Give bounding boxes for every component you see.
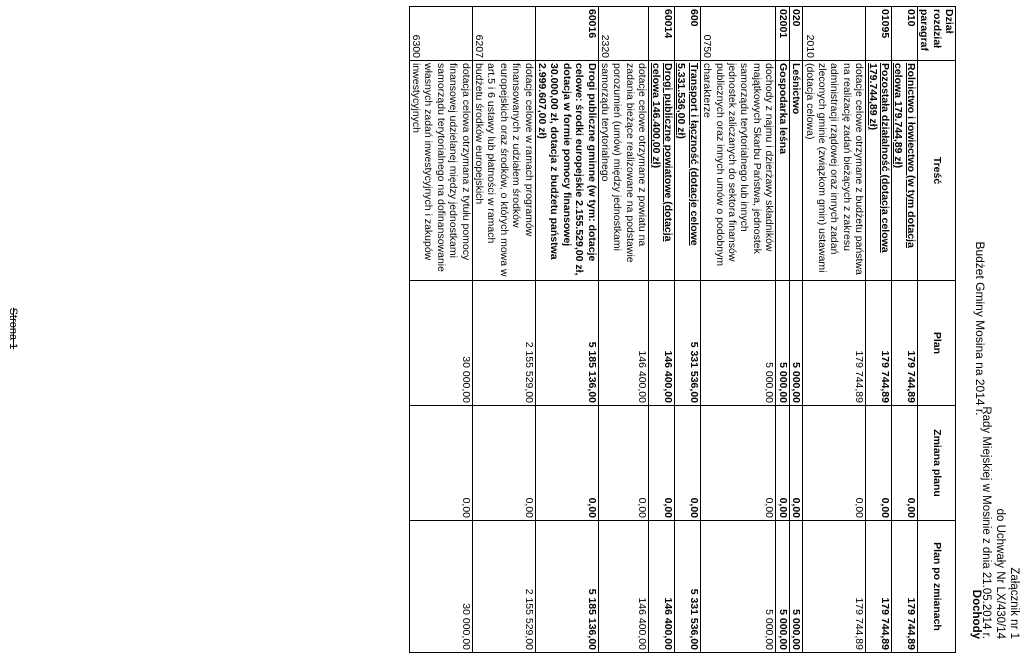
col-header-po-zmianach: Plan po zmianach — [917, 521, 955, 653]
table-row — [700, 7, 775, 653]
row-change: 0,00 — [789, 406, 802, 521]
row-plan-after: 146 400,00 — [649, 521, 675, 653]
row-text: Pozostała działalność (dotacja celowa 179.744,89 zł) — [866, 61, 892, 281]
row-plan-after: 5 185 136,00 — [535, 521, 598, 653]
row-code: 60014 — [649, 7, 675, 61]
row-text: dotacja celowa otrzymana z tytułu pomocy finansowej udzielanej między jednostkami samorządu terytorialnego na dofinansowanie własnych zadań inwestycyjnych i zakupów inwestycyjnych — [409, 61, 472, 281]
row-plan-after: 5 000,00 — [776, 521, 789, 653]
row-code: 2010 — [803, 7, 866, 61]
row-plan-after: 5 000,00 — [789, 521, 802, 653]
table-row — [866, 7, 892, 653]
row-code: 020 — [789, 7, 802, 61]
row-change: 0,00 — [803, 406, 866, 521]
row-code: 02001 — [776, 7, 789, 61]
row-text: dochody z najmu i dzierżawy składników majątkowych Skarbu Państwa, jednostek samorządu terytorialnego lub innych jednostek zaliczanych do sektora finansów publicznych oraz innych umów o podobnym charakterze — [700, 61, 775, 281]
table-row — [598, 7, 649, 653]
row-plan-after: 179 744,89 — [866, 521, 892, 653]
row-change: 0,00 — [409, 406, 472, 521]
col-header-zmiana: Zmiana planu — [917, 406, 955, 521]
row-code: 2320 — [598, 7, 649, 61]
table-row — [675, 7, 701, 653]
row-code: 6207 — [472, 7, 535, 61]
page-title: Budżet Gminy Mosina na 2014 r. — [973, 241, 987, 416]
row-plan: 5 000,00 — [789, 281, 802, 406]
row-text: Gospodarka leśna — [776, 61, 789, 281]
table-row — [535, 7, 598, 653]
row-change: 0,00 — [472, 406, 535, 521]
row-plan-after: 179 744,89 — [891, 521, 917, 653]
row-plan-after: 146 400,00 — [598, 521, 649, 653]
page-footer: Strona 1 — [7, 307, 19, 350]
row-text: dotacje celowe w ramach programów finansowanych z udziałem środków europejskich oraz środków, o których mowa w art.5 i 6 ustawy lub płatności w ramach budżetu środków europejskich — [472, 61, 535, 281]
table-row — [472, 7, 535, 653]
section-label: Dochody — [970, 589, 982, 639]
row-change: 0,00 — [535, 406, 598, 521]
row-change: 0,00 — [866, 406, 892, 521]
row-code: 600 — [675, 7, 701, 61]
row-plan: 146 400,00 — [649, 281, 675, 406]
row-plan-after: 5 000,00 — [700, 521, 775, 653]
row-plan: 5 331 536,00 — [675, 281, 701, 406]
row-plan-after: 179 744,89 — [803, 521, 866, 653]
row-change: 0,00 — [776, 406, 789, 521]
row-code: 010 — [891, 7, 917, 61]
table-header — [917, 7, 955, 653]
row-plan: 5 000,00 — [776, 281, 789, 406]
row-change: 0,00 — [675, 406, 701, 521]
row-plan: 179 744,89 — [866, 281, 892, 406]
annex-council-date: Rady Miejskiej w Mosinie z dnia 21.05.2014 r. — [980, 406, 992, 639]
row-plan: 179 744,89 — [803, 281, 866, 406]
row-plan-after: 30 000,00 — [409, 521, 472, 653]
row-text: dotacje celowe otrzymane z budżetu państwa na realizację zadań bieżących z zakresu administracji rządowej oraz innych zadań zleconych gminie (związkom gmin) ustawami (dotacja celowa) — [803, 61, 866, 281]
annex-number: Załącznik nr 1 — [1008, 567, 1020, 639]
row-plan-after: 5 331 536,00 — [675, 521, 701, 653]
row-code: 6300 — [409, 7, 472, 61]
col-header-tresc: Treść — [917, 61, 955, 281]
row-code: 01095 — [866, 7, 892, 61]
row-change: 0,00 — [598, 406, 649, 521]
table-row — [776, 7, 789, 653]
table-row — [789, 7, 802, 653]
row-text: Drogi publiczne powiatowe (dotacja celowa 146.400,00 zł) — [649, 61, 675, 281]
table-row — [891, 7, 917, 653]
table-row — [803, 7, 866, 653]
col-header-plan: Plan — [917, 281, 955, 406]
row-plan: 5 185 136,00 — [535, 281, 598, 406]
row-text: Transport i łączność (dotacje celowe 5.331.536,00 zł) — [675, 61, 701, 281]
row-code: 0750 — [700, 7, 775, 61]
row-text: Drogi publiczne gminne (w tym: dotacje celowe: środki europejskie 2.155.529,00 zł, dotacja w formie pomocy finansowej 30.000,00 zł, dotacja z budżetu państwa 2.999.607,00 zł) — [535, 61, 598, 281]
col-header-dzial: Dział rozdział paragraf — [917, 7, 955, 61]
row-change: 0,00 — [700, 406, 775, 521]
row-change: 0,00 — [891, 406, 917, 521]
row-text: Leśnictwo — [789, 61, 802, 281]
row-text: Rolnictwo i łowiectwo (w tym dotacja celowa 179.744,89 zł) — [891, 61, 917, 281]
budget-table — [409, 6, 956, 653]
table-row — [409, 7, 472, 653]
row-code: 60016 — [535, 7, 598, 61]
row-plan-after: 2 155 529,00 — [472, 521, 535, 653]
row-plan: 146 400,00 — [598, 281, 649, 406]
annex-resolution: do Uchwały Nr LX/430/14 — [994, 508, 1006, 639]
row-plan: 5 000,00 — [700, 281, 775, 406]
row-plan: 179 744,89 — [891, 281, 917, 406]
row-plan: 2 155 529,00 — [472, 281, 535, 406]
row-text: dotacje celowe otrzymane z powiatu na zadania bieżące realizowane na podstawie porozumień (umów) między jednostkami samorządu terytorialnego — [598, 61, 649, 281]
row-plan: 30 000,00 — [409, 281, 472, 406]
row-change: 0,00 — [649, 406, 675, 521]
table-row — [649, 7, 675, 653]
